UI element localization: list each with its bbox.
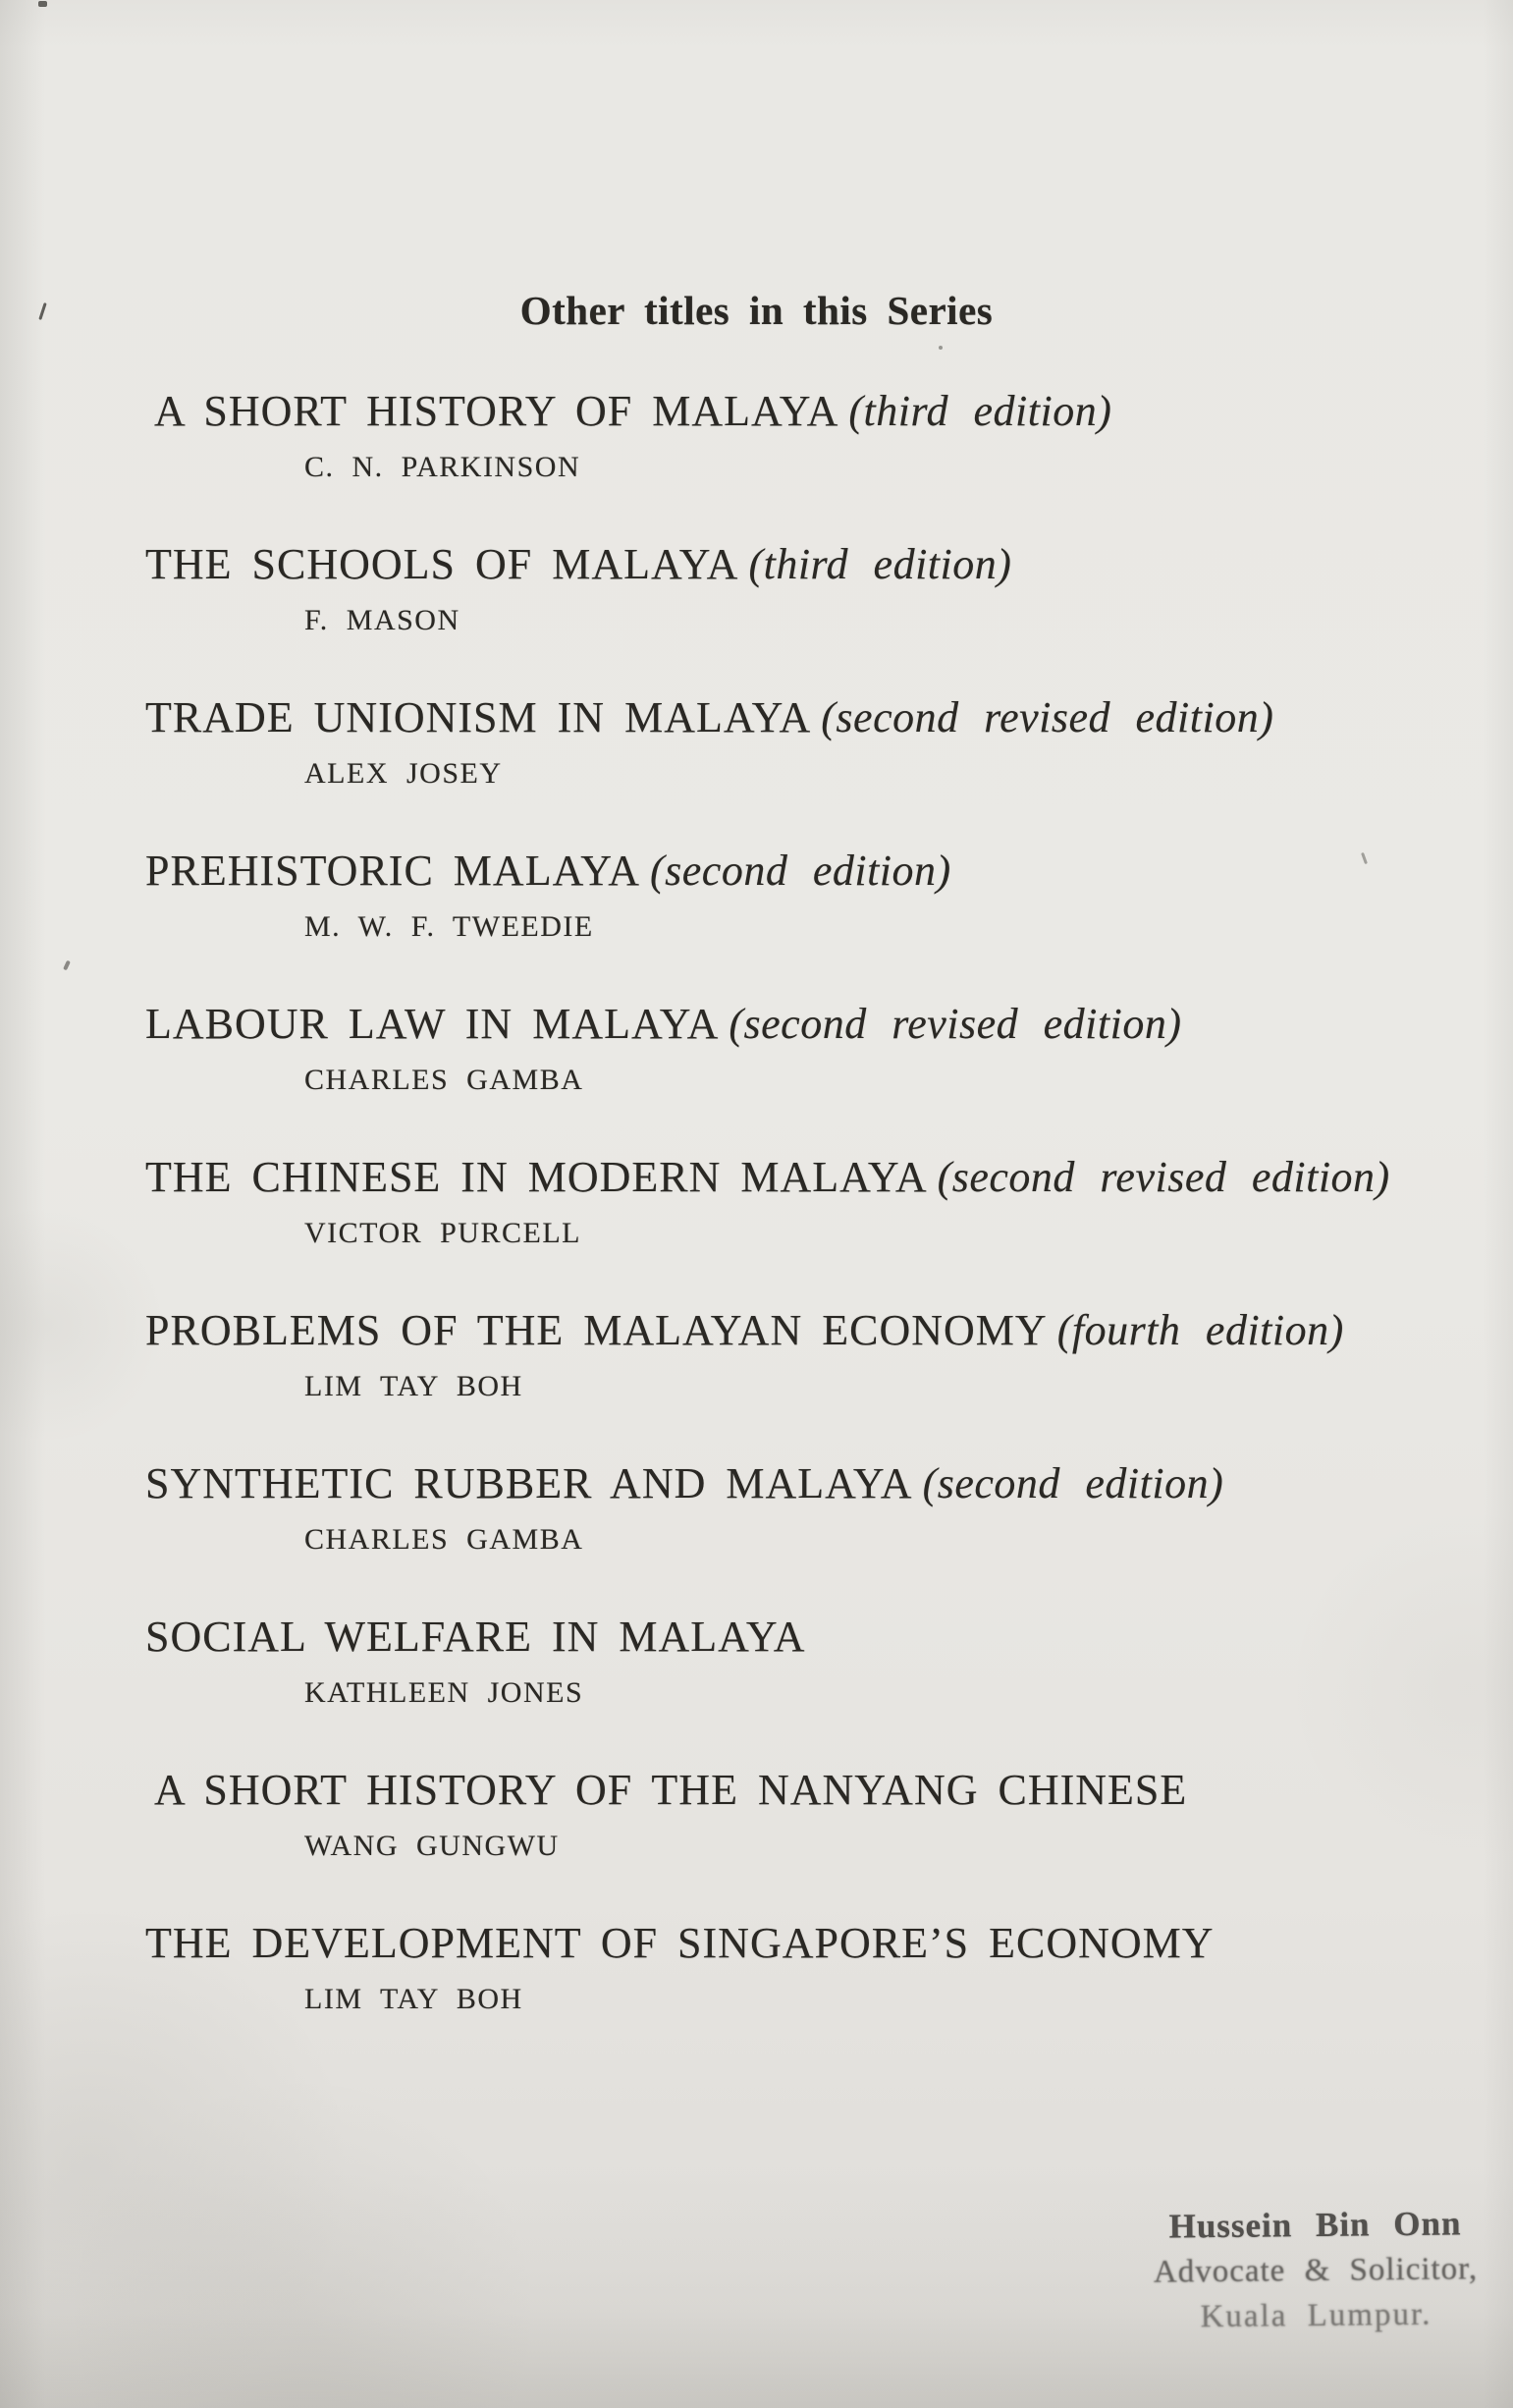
book-entry <box>145 693 1461 790</box>
book-title: SYNTHETIC RUBBER AND MALAYA <box>145 1459 913 1507</box>
book-title-line <box>145 1615 1461 1659</box>
stamp-owner-role: Advocate & Solicitor, <box>1153 2251 1479 2290</box>
book-author: ALEX JOSEY <box>304 757 503 790</box>
series-heading: Other titles in this Series <box>519 288 994 333</box>
book-author: F. MASON <box>304 604 460 636</box>
book-title-line <box>145 387 1461 435</box>
book-title: LABOUR LAW IN MALAYA <box>145 1000 720 1048</box>
book-entry <box>145 387 1461 483</box>
book-title-line <box>145 1919 1461 1967</box>
book-edition: (second edition) <box>649 847 951 895</box>
book-title: PROBLEMS OF THE MALAYAN ECONOMY <box>145 1306 1048 1354</box>
ownership-stamp <box>1133 2201 1497 2340</box>
book-entry <box>145 540 1461 636</box>
book-edition: (second edition) <box>922 1459 1224 1507</box>
book-title-line <box>145 1459 1461 1507</box>
book-author: LIM TAY BOH <box>304 1983 523 2015</box>
book-author: KATHLEEN JONES <box>304 1676 584 1709</box>
series-list <box>145 387 1461 2075</box>
book-title-line <box>145 1000 1461 1048</box>
book-title-line <box>145 1153 1461 1201</box>
book-entry <box>145 1615 1461 1708</box>
book-author: WANG GUNGWU <box>304 1830 560 1862</box>
book-edition: (fourth edition) <box>1056 1306 1344 1354</box>
book-title-line <box>145 693 1461 741</box>
book-title: PREHISTORIC MALAYA <box>145 847 640 895</box>
book-edition: (second revised edition) <box>937 1153 1390 1201</box>
book-author: C. N. PARKINSON <box>304 451 581 483</box>
book-entry <box>145 1919 1461 2015</box>
book-entry <box>145 1766 1461 1862</box>
book-title-line <box>145 540 1461 588</box>
book-author: VICTOR PURCELL <box>304 1217 581 1249</box>
paper-mark <box>63 960 71 971</box>
book-title: THE SCHOOLS OF MALAYA <box>145 540 739 588</box>
book-entry <box>145 1459 1461 1556</box>
book-entry <box>145 849 1461 942</box>
stamp-owner-name: Hussein Bin Onn <box>1168 2204 1462 2246</box>
book-edition: (third edition) <box>748 540 1012 588</box>
stamp-owner-city: Kuala Lumpur. <box>1200 2296 1432 2335</box>
paper-mark <box>939 346 943 350</box>
book-title: THE CHINESE IN MODERN MALAYA <box>145 1153 928 1201</box>
book-title: TRADE UNIONISM IN MALAYA <box>145 693 812 741</box>
book-author: M. W. F. TWEEDIE <box>304 910 594 943</box>
book-entry <box>145 1306 1461 1402</box>
book-edition: (third edition) <box>848 387 1112 435</box>
book-edition: (second revised edition) <box>729 1000 1182 1048</box>
book-author: LIM TAY BOH <box>304 1370 523 1402</box>
book-author: CHARLES GAMBA <box>304 1064 584 1096</box>
book-entry <box>145 1153 1461 1249</box>
book-entry <box>145 1000 1461 1096</box>
book-title: A SHORT HISTORY OF MALAYA <box>154 387 839 435</box>
book-title: SOCIAL WELFARE IN MALAYA <box>145 1613 806 1661</box>
book-edition: (second revised edition) <box>821 693 1274 741</box>
book-title-line <box>145 1766 1461 1814</box>
book-title: THE DEVELOPMENT OF SINGAPORE’S ECONOMY <box>145 1919 1215 1967</box>
book-title-line <box>145 1306 1461 1354</box>
book-title-line <box>145 849 1461 893</box>
book-author: CHARLES GAMBA <box>304 1523 584 1556</box>
paper-speck <box>38 1 47 7</box>
book-title: A SHORT HISTORY OF THE NANYANG CHINESE <box>154 1766 1188 1814</box>
